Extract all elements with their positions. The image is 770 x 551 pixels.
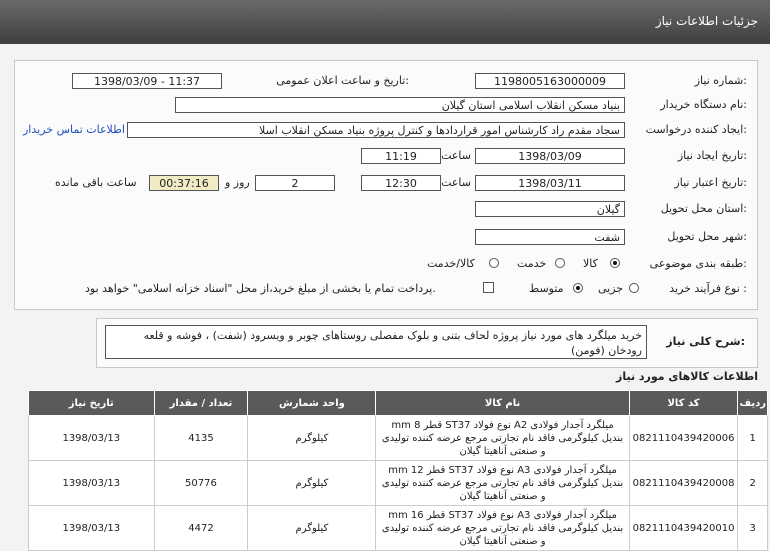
creator-field[interactable]: سجاد مقدم راد کارشناس امور قراردادها و کنترل پروژه بنیاد مسکن انقلاب اسلا — [127, 122, 625, 138]
create-time-label: ساعت — [441, 149, 471, 162]
remaining-label: ساعت باقی مانده — [55, 176, 137, 189]
header-date: تاریخ نیاز — [29, 391, 155, 416]
announce-label: تاریخ و ساعت اعلان عمومی: — [276, 74, 409, 87]
need-number-field[interactable]: 1198005163000009 — [475, 73, 625, 89]
cell-row-number: 3 — [738, 506, 768, 551]
city-field[interactable]: شفت — [475, 229, 625, 245]
cell-name: میلگرد آجدار فولادی A3 نوع فولاد ST37 قطر 12 mm بندیل کیلوگرمی فاقد نام تجارتی مرجع عرضه کننده تولیدی و صنعتی آناهیتا گیلان — [376, 461, 629, 506]
cell-code: 0821110439420008 — [629, 461, 738, 506]
category-goods-radio[interactable] — [610, 258, 620, 268]
valid-time-field[interactable]: 12:30 — [361, 175, 441, 191]
items-table — [28, 390, 768, 551]
header-qty: تعداد / مقدار — [154, 391, 248, 416]
cell-qty: 4472 — [154, 506, 248, 551]
header-code: کد کالا — [629, 391, 738, 416]
cell-unit: کیلوگرم — [248, 416, 376, 461]
cell-row-number: 1 — [738, 416, 768, 461]
cell-date: 1398/03/13 — [29, 461, 155, 506]
category-service-radio[interactable] — [555, 258, 565, 268]
cell-qty: 50776 — [154, 461, 248, 506]
category-goods-service-radio[interactable] — [489, 258, 499, 268]
create-time-field[interactable]: 11:19 — [361, 148, 441, 164]
description-label: شرح کلی نیاز: — [666, 335, 745, 348]
valid-time-label: ساعت — [441, 176, 471, 189]
announce-field[interactable]: 1398/03/09 - 11:37 — [72, 73, 222, 89]
need-info-panel — [14, 60, 758, 310]
process-medium-label: متوسط — [529, 282, 564, 295]
header-name: نام کالا — [376, 391, 629, 416]
title-bar — [0, 0, 770, 44]
treasury-payment-note: پرداخت تمام یا بخشی از مبلغ خرید،از محل "اسناد خزانه اسلامی" خواهد بود. — [85, 282, 436, 295]
create-date-field[interactable]: 1398/03/09 — [475, 148, 625, 164]
category-goods-label: کالا — [583, 257, 598, 270]
cell-name: میلگرد آجدار فولادی A2 نوع فولاد ST37 قطر 8 mm بندیل کیلوگرمی فاقد نام تجارتی مرجع عرضه کننده تولیدی و صنعتی آناهیتا گیلان — [376, 416, 629, 461]
valid-date-label: تاریخ اعتبار نیاز: — [674, 176, 747, 189]
cell-date: 1398/03/13 — [29, 506, 155, 551]
cell-code: 0821110439420006 — [629, 416, 738, 461]
remaining-time-field: 00:37:16 — [149, 175, 219, 191]
table-row[interactable] — [29, 416, 768, 461]
need-number-label: شماره نیاز: — [694, 74, 747, 87]
category-goods-service-label: کالا/خدمت — [427, 257, 475, 270]
create-date-label: تاریخ ایجاد نیاز: — [677, 149, 747, 162]
category-label: طبقه بندی موضوعی: — [649, 257, 747, 270]
items-section-title: اطلاعات کالاهای مورد نیاز — [616, 370, 758, 383]
header-row-number: ردیف — [738, 391, 768, 416]
cell-row-number: 2 — [738, 461, 768, 506]
treasury-payment-checkbox[interactable] — [483, 282, 494, 293]
window-title: جزئیات اطلاعات نیاز — [655, 14, 758, 28]
cell-unit: کیلوگرم — [248, 506, 376, 551]
cell-date: 1398/03/13 — [29, 416, 155, 461]
process-medium-radio[interactable] — [573, 283, 583, 293]
table-row[interactable] — [29, 506, 768, 551]
buyer-field[interactable]: بنیاد مسکن انقلاب اسلامی استان گیلان — [175, 97, 625, 113]
days-field[interactable]: 2 — [255, 175, 335, 191]
cell-unit: کیلوگرم — [248, 461, 376, 506]
process-label: نوع فرآیند خرید : — [669, 282, 747, 295]
description-field[interactable]: خرید میلگرد های مورد نیاز پروژه لحاف بتنی و بلوک مفصلی روستاهای چوبر و ویسرود (شفت) ، فوشه و قلعه رودخان (فومن) — [105, 325, 647, 359]
valid-date-field[interactable]: 1398/03/11 — [475, 175, 625, 191]
cell-name: میلگرد آجدار فولادی A3 نوع فولاد ST37 قطر 16 mm بندیل کیلوگرمی فاقد نام تجارتی مرجع عرضه کننده تولیدی و صنعتی آناهیتا گیلان — [376, 506, 629, 551]
table-header-row — [29, 391, 768, 416]
buyer-label: نام دستگاه خریدار: — [660, 98, 747, 111]
days-label: روز و — [225, 176, 250, 189]
table-row[interactable] — [29, 461, 768, 506]
description-panel — [96, 318, 758, 368]
city-label: شهر محل تحویل: — [667, 230, 747, 243]
province-label: استان محل تحویل: — [660, 202, 747, 215]
province-field[interactable]: گیلان — [475, 201, 625, 217]
process-minor-radio[interactable] — [629, 283, 639, 293]
category-service-label: خدمت — [517, 257, 547, 270]
process-minor-label: جزیی — [598, 282, 624, 295]
contact-buyer-link[interactable]: اطلاعات تماس خریدار — [23, 123, 125, 136]
cell-code: 0821110439420010 — [629, 506, 738, 551]
cell-qty: 4135 — [154, 416, 248, 461]
header-unit: واحد شمارش — [248, 391, 376, 416]
creator-label: ایجاد کننده درخواست: — [645, 123, 747, 136]
